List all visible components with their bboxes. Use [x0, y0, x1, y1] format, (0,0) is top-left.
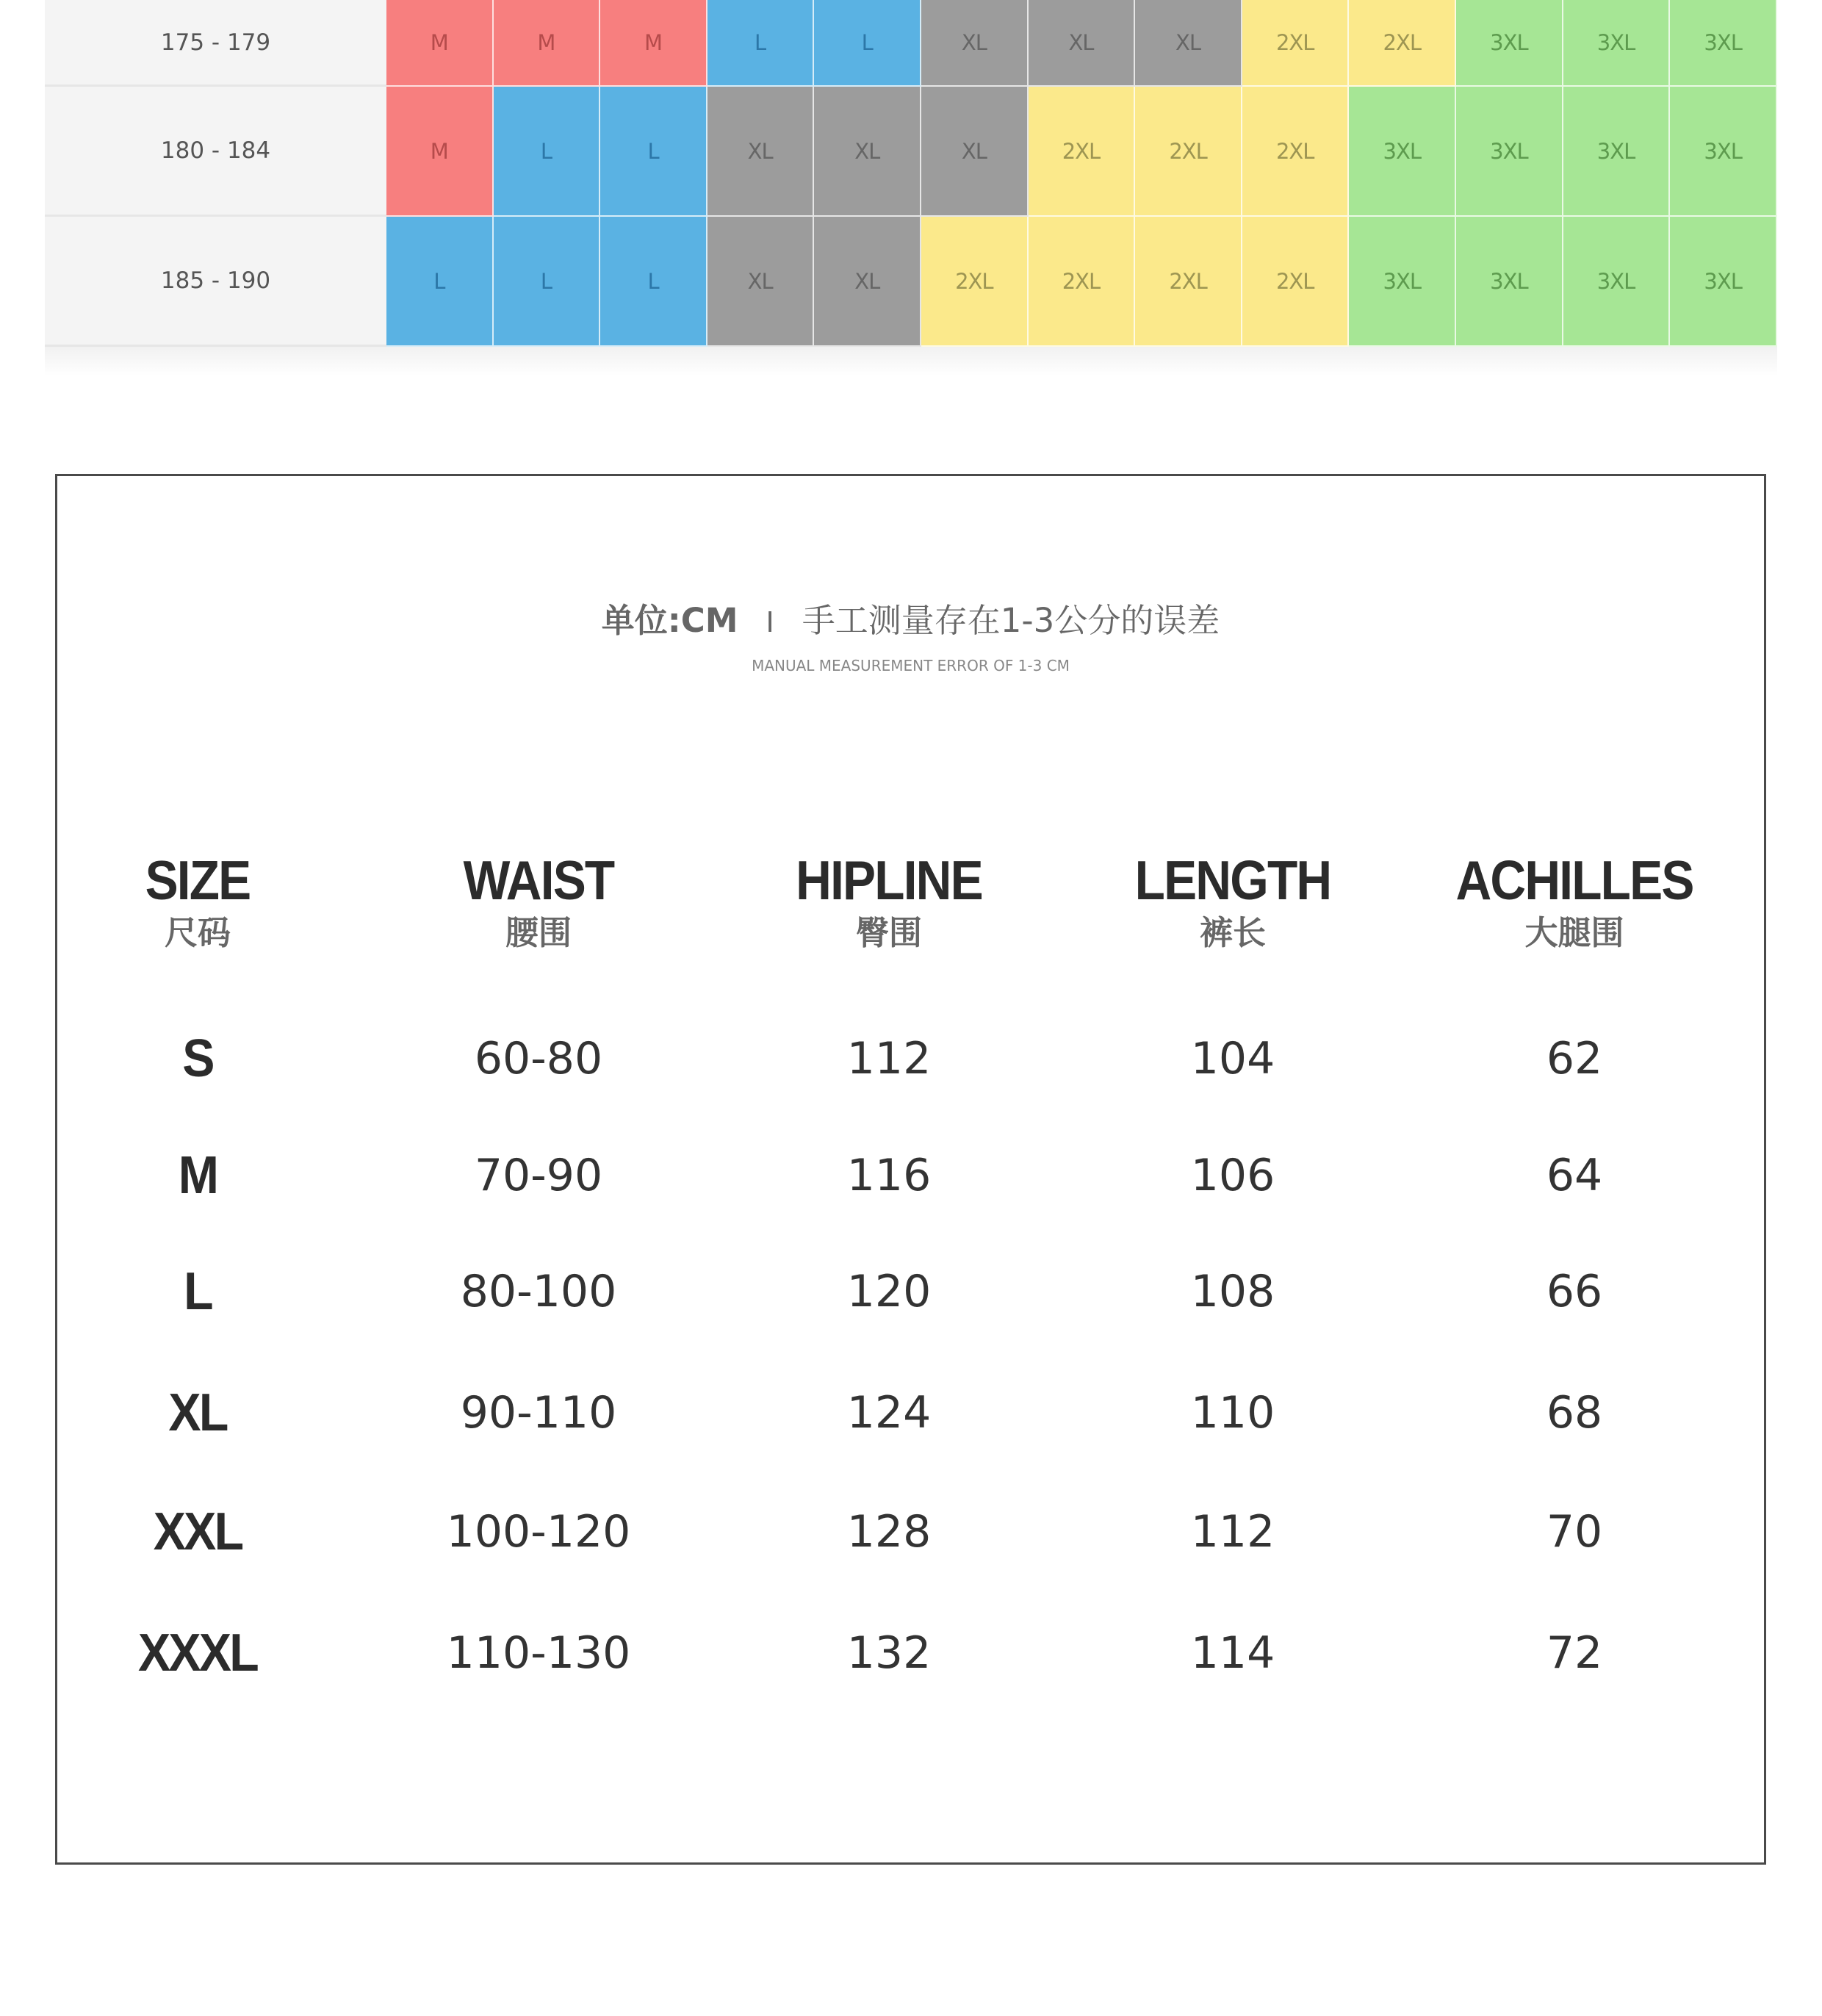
col-head-waist — [381, 849, 696, 952]
col-head-en: LENGTH — [1134, 849, 1331, 911]
size-cell: L — [600, 217, 707, 347]
size-cell: 3XL — [1670, 0, 1777, 87]
size-cell: 2XL — [1029, 217, 1136, 347]
size-value: XXL — [153, 1502, 242, 1561]
col-head-en: SIZE — [145, 849, 251, 911]
table-row — [57, 1613, 1764, 1693]
col-head-zh: 腰围 — [505, 913, 572, 952]
size-cell: L — [814, 0, 921, 87]
table-row — [57, 1251, 1764, 1332]
col-head-zh: 臀围 — [855, 913, 922, 952]
size-cell: M — [600, 0, 707, 87]
length-value: 112 — [1190, 1506, 1275, 1558]
size-cell: 3XL — [1456, 87, 1563, 217]
size-cell: XL — [707, 217, 815, 347]
size-cell: L — [386, 217, 494, 347]
table-row — [57, 1491, 1764, 1572]
length-value: 104 — [1190, 1033, 1275, 1084]
size-cell: 3XL — [1563, 87, 1671, 217]
size-cell: 3XL — [1563, 217, 1671, 347]
achilles-value: 62 — [1546, 1033, 1603, 1084]
size-cell: 2XL — [1135, 87, 1242, 217]
size-value: S — [182, 1029, 213, 1088]
separator: I — [766, 606, 774, 638]
grid-row — [45, 87, 1777, 217]
size-cell: L — [707, 0, 815, 87]
size-cell: XL — [1135, 0, 1242, 87]
size-cell: 2XL — [1349, 0, 1456, 87]
size-cell: XL — [1029, 0, 1136, 87]
size-cell: 2XL — [1242, 87, 1350, 217]
unit-label: 单位:CM — [601, 601, 738, 640]
height-range-label: 185 - 190 — [45, 217, 386, 347]
size-cell: 2XL — [1242, 217, 1350, 347]
size-cell: M — [386, 0, 494, 87]
size-cell: XL — [814, 217, 921, 347]
table-row — [57, 1135, 1764, 1216]
achilles-value: 70 — [1546, 1506, 1603, 1558]
size-value: M — [178, 1146, 217, 1205]
size-value: L — [184, 1262, 212, 1321]
size-cell: 2XL — [1135, 217, 1242, 347]
col-head-length — [1075, 849, 1391, 952]
hipline-value: 124 — [846, 1387, 932, 1439]
waist-value: 90-110 — [460, 1387, 617, 1439]
col-head-zh: 尺码 — [164, 913, 231, 952]
height-range-label: 180 - 184 — [45, 87, 386, 217]
size-cell: XL — [707, 87, 815, 217]
col-head-zh: 裤长 — [1199, 913, 1266, 952]
col-head-en: HIPLINE — [796, 849, 982, 911]
size-value: XL — [168, 1383, 227, 1442]
hipline-value: 116 — [846, 1150, 932, 1201]
col-head-en: ACHILLES — [1455, 849, 1693, 911]
achilles-value: 64 — [1546, 1150, 1603, 1201]
length-value: 106 — [1190, 1150, 1275, 1201]
error-note: 手工测量存在1-3公分的误差 — [802, 601, 1220, 640]
size-cell: 3XL — [1456, 0, 1563, 87]
waist-value: 70-90 — [474, 1150, 603, 1201]
grid-row — [45, 0, 1777, 87]
measurement-chart — [55, 474, 1766, 1865]
size-cell: 2XL — [1242, 0, 1350, 87]
grid-shadow — [45, 347, 1777, 376]
error-note-english: MANUAL MEASUREMENT ERROR OF 1-3 CM — [752, 657, 1070, 674]
waist-value: 80-100 — [460, 1266, 617, 1317]
grid-row — [45, 217, 1777, 347]
hipline-value: 120 — [846, 1266, 932, 1317]
size-cell: 2XL — [1029, 87, 1136, 217]
hipline-value: 132 — [846, 1627, 932, 1679]
achilles-value: 72 — [1546, 1627, 1603, 1679]
size-cell: XL — [814, 87, 921, 217]
hipline-value: 112 — [846, 1033, 932, 1084]
achilles-value: 66 — [1546, 1266, 1603, 1317]
length-value: 110 — [1190, 1387, 1275, 1439]
size-cell: XL — [921, 87, 1029, 217]
hipline-value: 128 — [846, 1506, 932, 1558]
col-head-en: WAIST — [463, 849, 614, 911]
table-row — [57, 1372, 1764, 1453]
size-cell: 3XL — [1670, 87, 1777, 217]
col-head-size — [40, 849, 356, 952]
waist-value: 110-130 — [446, 1627, 631, 1679]
col-head-achilles — [1416, 849, 1732, 952]
height-size-grid — [45, 0, 1777, 347]
height-range-label: 175 - 179 — [45, 0, 386, 87]
size-cell: 3XL — [1563, 0, 1671, 87]
achilles-value: 68 — [1546, 1387, 1603, 1439]
waist-value: 60-80 — [474, 1033, 603, 1084]
size-cell: 3XL — [1349, 217, 1456, 347]
size-cell: L — [600, 87, 707, 217]
col-head-zh: 大腿围 — [1524, 913, 1624, 952]
size-cell: 3XL — [1456, 217, 1563, 347]
size-cell: 3XL — [1670, 217, 1777, 347]
size-cell: L — [494, 87, 601, 217]
size-cell: 3XL — [1349, 87, 1456, 217]
table-row — [57, 1018, 1764, 1099]
length-value: 114 — [1190, 1627, 1275, 1679]
size-cell: XL — [921, 0, 1029, 87]
size-cell: M — [494, 0, 601, 87]
size-cell: 2XL — [921, 217, 1029, 347]
col-head-hipline — [731, 849, 1047, 952]
length-value: 108 — [1190, 1266, 1275, 1317]
size-value: XXXL — [138, 1624, 257, 1682]
size-cell: M — [386, 87, 494, 217]
size-cell: L — [494, 217, 601, 347]
waist-value: 100-120 — [446, 1506, 631, 1558]
unit-line — [57, 594, 1764, 641]
